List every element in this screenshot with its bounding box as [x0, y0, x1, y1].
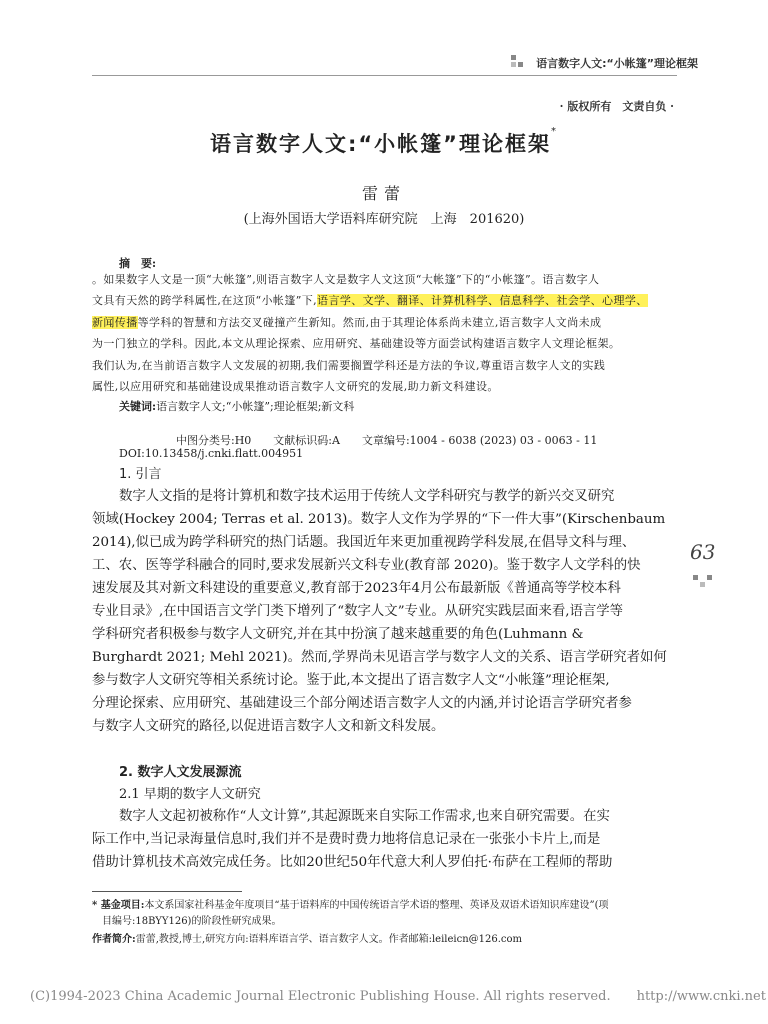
abstract-line: 。如果数字人文是一顶“大帐篷”,则语言数字人文是数字人文这顶“大帐篷”下的“小帐篷”。语言数字人 [92, 273, 600, 286]
abstract-line: 新闻传播等学科的智慧和方法交叉碰撞产生新知。然而,由于其理论体系尚未建立,语言数字人文尚未成 [92, 316, 602, 329]
body-line: 专业目录》,在中国语言文学门类下增列了“数字人文”专业。从研究实践层面来看,语言学等 [92, 604, 624, 619]
doi: DOI:10.13458/j.cnki.flatt.004951 [119, 447, 304, 460]
page-square-icon [707, 575, 712, 580]
page-number: 63 [690, 540, 716, 564]
running-title: 语言数字人文:“小帐篷”理论框架 [536, 57, 698, 70]
body-line: Burghardt 2021; Mehl 2021)。然而,学界尚未见语言学与数字人文的关系、语言学研究者如何 [92, 650, 667, 665]
body-line: 分理论探索、应用研究、基础建设三个部分阐述语言数字人文的内涵,并讨论语言学研究者参 [92, 696, 632, 711]
body-line: 际工作中,当记录海量信息时,我们并不是费时费力地将信息记录在一张张小卡片上,而是 [92, 832, 601, 847]
copyright-notice: · 版权所有 文责自负 · [559, 100, 674, 113]
body-line: 领域(Hockey 2004; Terras et al. 2013)。数字人文作为学界的“下一件大事”(Kirschenbaum [92, 512, 666, 527]
header-square-icon [511, 55, 516, 60]
cnki-footer: (C)1994-2023 China Academic Journal Electronic Publishing House. All rights reserved. http://www.cnki.net [30, 989, 766, 1004]
page-square-icon [700, 582, 705, 587]
highlighted-text: 语言学、文学、翻译、计算机科学、信息科学、社会学、心理学、 [317, 294, 648, 307]
body-line: 参与数字人文研究等相关系统讨论。鉴于此,本文提出了语言数字人文“小帐篷”理论框架, [92, 673, 610, 688]
footnote-fund: * 基金项目:本文系国家社科基金年度项目“基于语料库的中国传统语言学术语的整理、英译及双语术语知识库建设”(项 [92, 900, 609, 911]
footnote-author: 作者简介:雷蕾,教授,博士,研究方向:语料库语言学、语言数字人文。作者邮箱:leileicn@126.com [92, 934, 523, 945]
body-line: 2014),似已成为跨学科研究的热门话题。我国近年来更加重视跨学科发展,在倡导文科与理、 [92, 535, 636, 550]
header-square-icon [511, 62, 516, 67]
subsection-heading: 2.1 早期的数字人文研究 [119, 787, 261, 802]
body-line: 与数字人文研究的路径,以促进语言数字人文和新文科发展。 [92, 719, 445, 734]
author-affiliation: (上海外国语大学语料库研究院 上海 201620) [243, 212, 525, 227]
footnote-fund-cont: 目编号:18BYY126)的阶段性研究成果。 [102, 916, 282, 927]
author-name: 雷蕾 [361, 184, 406, 203]
title-footnote-mark: * [551, 126, 558, 137]
body-line: 速发展及其对新文科建设的重要意义,教育部于2023年4月公布最新版《普通高等学校本科 [92, 581, 621, 596]
page-square-icon [693, 575, 698, 580]
body-line: 数字人文指的是将计算机和数字技术运用于传统人文学科研究与教学的新兴交叉研究 [119, 489, 615, 504]
body-line: 借助计算机技术高效完成任务。比如20世纪50年代意大利人罗伯托·布萨在工程师的帮助 [92, 855, 613, 870]
abstract-label: 摘 要: [119, 257, 157, 270]
section-heading: 2. 数字人文发展源流 [119, 765, 242, 780]
section-heading: 1. 引言 [119, 467, 162, 482]
abstract-line: 我们认为,在当前语言数字人文发展的初期,我们需要搁置学科还是方法的争议,尊重语言数字人文的实践 [92, 359, 606, 372]
header-rule [92, 75, 677, 76]
body-line: 工、农、医等学科融合的同时,要求发展新兴文科专业(教育部 2020)。鉴于数字人文学科的快 [92, 558, 641, 573]
article-title: 语言数字人文:“小帐篷”理论框架* [209, 126, 558, 156]
classification-info: 中图分类号:H0 文献标识码:A 文章编号:1004 - 6038 (2023) 03 - 0063 - 11 [176, 434, 598, 447]
abstract-line: 为一门独立的学科。因此,本文从理论探索、应用研究、基础建设等方面尝试构建语言数字人文理论框架。 [92, 337, 621, 350]
abstract-line: 文具有天然的跨学科属性,在这顶“小帐篷”下,语言学、文学、翻译、计算机科学、信息科学、社会学、心理学、 [92, 294, 648, 307]
header-square-icon [518, 62, 523, 67]
keywords: 关键词:语言数字人文;“小帐篷”;理论框架;新文科 [119, 400, 355, 413]
highlighted-text: 新闻传播 [92, 316, 138, 329]
body-line: 学科研究者积极参与数字人文研究,并在其中扮演了越来越重要的角色(Luhmann & [92, 627, 584, 642]
abstract-line: 属性,以应用研究和基础建设成果推动语言数字人文研究的发展,助力新文科建设。 [92, 380, 499, 393]
body-line: 数字人文起初被称作“人文计算”,其起源既来自实际工作需求,也来自研究需要。在实 [119, 809, 610, 824]
footnote-rule [92, 891, 242, 892]
